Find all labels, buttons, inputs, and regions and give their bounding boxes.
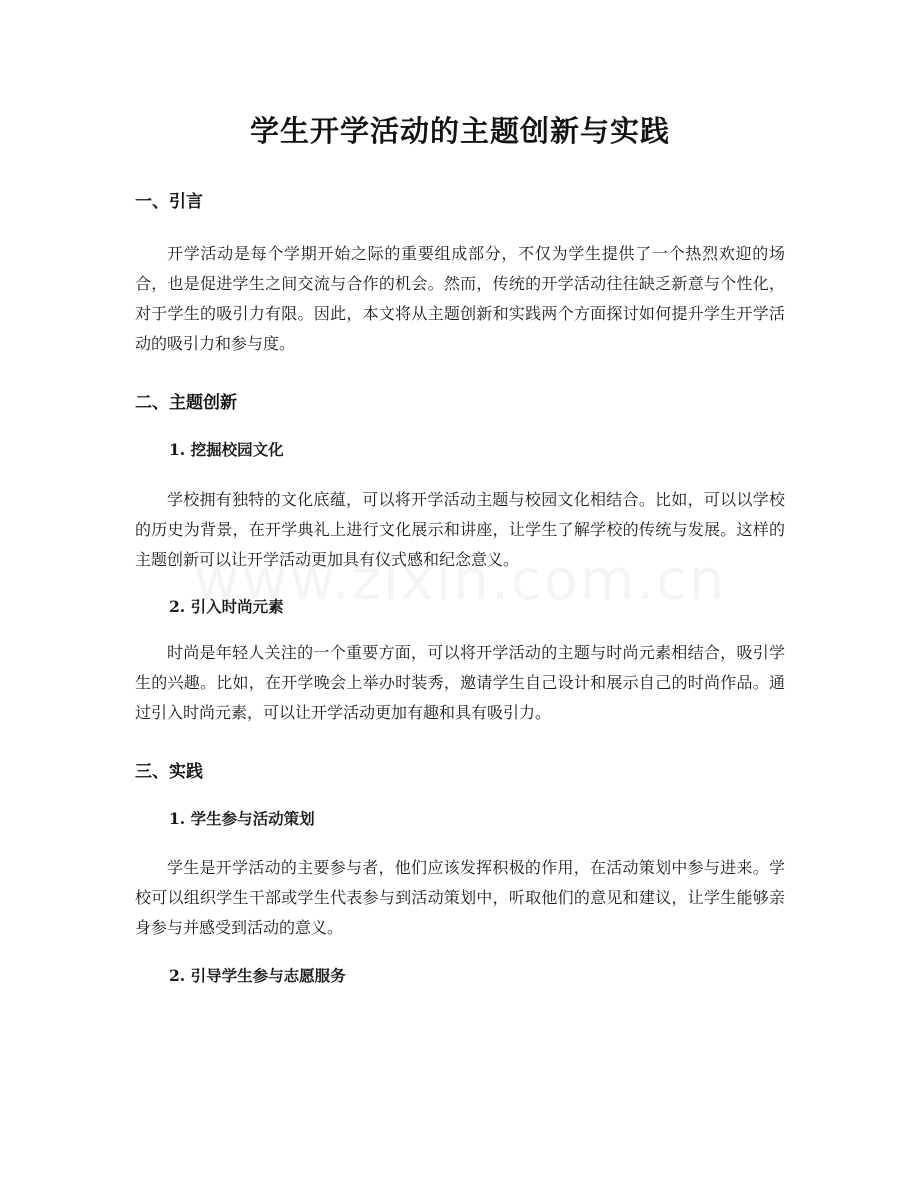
section-heading-practice: 三、实践 <box>135 762 203 782</box>
student-planning-paragraph: 学生是开学活动的主要参与者，他们应该发挥积极的作用，在活动策划中参与进来。学校可以组织学生干部或学生代表参与到活动策划中，听取他们的意见和建议，让学生能够亲身参与并感受到活动的意义。 <box>135 858 785 937</box>
campus-culture-paragraph: 学校拥有独特的文化底蕴，可以将开学活动主题与校园文化相结合。比如，可以以学校的历史为背景，在开学典礼上进行文化展示和讲座，让学生了解学校的传统与发展。这样的主题创新可以让开学活动更加具有仪式感和纪念意义。 <box>135 490 785 569</box>
subheading-fashion-elements: 2. 引入时尚元素 <box>169 597 284 616</box>
fashion-elements-paragraph: 时尚是年轻人关注的一个重要方面，可以将开学活动的主题与时尚元素相结合，吸引学生的兴趣。比如，在开学晚会上举办时装秀，邀请学生自己设计和展示自己的时尚作品。通过引入时尚元素，可以让开学活动更加有趣和具有吸引力。 <box>135 643 785 722</box>
section-heading-theme-innovation: 二、主题创新 <box>135 393 237 413</box>
subheading-volunteer-service: 2. 引导学生参与志愿服务 <box>169 966 346 985</box>
introduction-paragraph: 开学活动是每个学期开始之际的重要组成部分，不仅为学生提供了一个热烈欢迎的场合，也是促进学生之间交流与合作的机会。然而，传统的开学活动往往缺乏新意与个性化，对于学生的吸引力有限。因此，本文将从主题创新和实践两个方面探讨如何提升学生开学活动的吸引力和参与度。 <box>135 244 785 353</box>
document-title: 学生开学活动的主题创新与实践 <box>249 114 670 148</box>
section-heading-introduction: 一、引言 <box>135 192 203 212</box>
subheading-student-planning: 1. 学生参与活动策划 <box>169 809 315 828</box>
subheading-campus-culture: 1. 挖掘校园文化 <box>169 440 284 459</box>
